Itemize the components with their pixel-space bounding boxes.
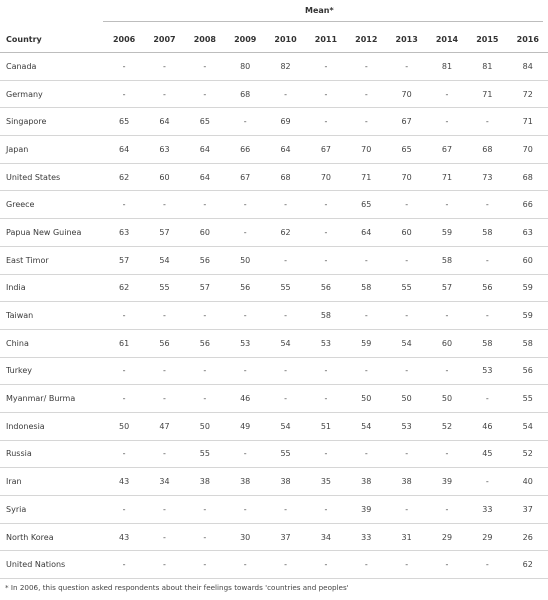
mean-value-cell: 52 <box>427 412 467 440</box>
country-cell: East Timor <box>0 246 104 274</box>
country-cell: India <box>0 274 104 302</box>
year-column-header: 2012 <box>346 26 386 53</box>
mean-value-cell: 57 <box>427 274 467 302</box>
mean-value-cell: 65 <box>185 108 225 136</box>
mean-value-cell: 81 <box>467 53 507 81</box>
mean-value-cell: 50 <box>185 412 225 440</box>
mean-value-cell: - <box>225 496 265 524</box>
mean-value-cell: 68 <box>508 163 548 191</box>
mean-value-cell: - <box>346 302 386 330</box>
mean-value-cell: 50 <box>386 385 426 413</box>
mean-value-cell: - <box>346 357 386 385</box>
mean-value-cell: - <box>306 108 346 136</box>
country-cell: Japan <box>0 136 104 164</box>
mean-value-cell: - <box>386 357 426 385</box>
mean-value-cell: 56 <box>225 274 265 302</box>
mean-value-cell: - <box>144 523 184 551</box>
mean-value-cell: - <box>185 357 225 385</box>
mean-value-cell: - <box>386 53 426 81</box>
mean-value-cell: 58 <box>508 329 548 357</box>
mean-value-cell: - <box>225 219 265 247</box>
mean-value-cell: - <box>185 385 225 413</box>
mean-value-cell: - <box>427 551 467 579</box>
mean-value-cell: 29 <box>467 523 507 551</box>
mean-value-cell: - <box>144 385 184 413</box>
mean-value-cell: 46 <box>467 412 507 440</box>
mean-value-cell: 58 <box>346 274 386 302</box>
mean-value-cell: - <box>306 53 346 81</box>
mean-value-cell: - <box>427 357 467 385</box>
mean-value-cell: 56 <box>306 274 346 302</box>
mean-value-cell: - <box>265 191 305 219</box>
mean-value-cell: - <box>386 551 426 579</box>
mean-value-cell: - <box>104 302 144 330</box>
mean-value-cell: 45 <box>467 440 507 468</box>
mean-value-cell: - <box>346 246 386 274</box>
mean-value-cell: 29 <box>427 523 467 551</box>
mean-value-cell: 54 <box>265 412 305 440</box>
mean-value-cell: 65 <box>346 191 386 219</box>
table-row <box>0 80 548 108</box>
mean-value-cell: 38 <box>265 468 305 496</box>
mean-value-cell: 33 <box>346 523 386 551</box>
mean-value-cell: - <box>427 191 467 219</box>
mean-value-cell: 64 <box>265 136 305 164</box>
mean-value-cell: - <box>104 496 144 524</box>
mean-value-cell: - <box>144 80 184 108</box>
mean-value-cell: 55 <box>265 274 305 302</box>
mean-value-cell: 53 <box>386 412 426 440</box>
mean-value-cell: 64 <box>104 136 144 164</box>
mean-value-cell: 58 <box>427 246 467 274</box>
mean-value-cell: 54 <box>265 329 305 357</box>
mean-value-cell: 60 <box>185 219 225 247</box>
mean-value-cell: 54 <box>386 329 426 357</box>
mean-value-cell: 81 <box>427 53 467 81</box>
mean-value-cell: 50 <box>104 412 144 440</box>
mean-value-cell: - <box>467 302 507 330</box>
mean-value-cell: 84 <box>508 53 548 81</box>
mean-value-cell: - <box>104 80 144 108</box>
mean-value-cell: - <box>306 551 346 579</box>
mean-value-cell: 65 <box>104 108 144 136</box>
mean-value-cell: - <box>265 246 305 274</box>
mean-value-cell: 72 <box>508 80 548 108</box>
table-row <box>0 468 548 496</box>
country-cell: Turkey <box>0 357 104 385</box>
mean-value-cell: - <box>306 357 346 385</box>
mean-value-cell: - <box>225 302 265 330</box>
country-cell: Russia <box>0 440 104 468</box>
mean-value-cell: - <box>185 302 225 330</box>
mean-value-cell: - <box>144 191 184 219</box>
mean-value-cell: - <box>467 551 507 579</box>
mean-value-cell: 68 <box>225 80 265 108</box>
mean-value-cell: - <box>427 80 467 108</box>
mean-value-cell: - <box>185 191 225 219</box>
table-row <box>0 191 548 219</box>
mean-value-cell: - <box>467 191 507 219</box>
mean-value-cell: 71 <box>346 163 386 191</box>
mean-value-cell: 69 <box>265 108 305 136</box>
mean-value-cell: - <box>225 551 265 579</box>
mean-value-cell: - <box>185 523 225 551</box>
mean-value-cell: 56 <box>144 329 184 357</box>
table-row <box>0 302 548 330</box>
mean-value-cell: - <box>104 191 144 219</box>
table-row <box>0 385 548 413</box>
mean-value-cell: - <box>306 80 346 108</box>
mean-value-cell: 43 <box>104 523 144 551</box>
mean-value-cell: - <box>306 219 346 247</box>
mean-value-cell: 66 <box>508 191 548 219</box>
year-column-header: 2011 <box>306 26 346 53</box>
mean-value-cell: - <box>144 53 184 81</box>
mean-value-cell: 59 <box>508 302 548 330</box>
mean-value-cell: 80 <box>225 53 265 81</box>
mean-value-cell: 53 <box>467 357 507 385</box>
mean-value-cell: - <box>467 468 507 496</box>
mean-value-cell: 54 <box>144 246 184 274</box>
table-row <box>0 53 548 81</box>
mean-value-cell: - <box>306 385 346 413</box>
mean-value-cell: - <box>306 440 346 468</box>
mean-value-cell: 59 <box>427 219 467 247</box>
mean-value-cell: 54 <box>346 412 386 440</box>
mean-value-cell: 68 <box>467 136 507 164</box>
mean-value-cell: 64 <box>185 163 225 191</box>
mean-value-cell: 53 <box>225 329 265 357</box>
mean-value-cell: - <box>386 246 426 274</box>
country-cell: Iran <box>0 468 104 496</box>
mean-value-cell: - <box>265 302 305 330</box>
mean-value-cell: - <box>427 108 467 136</box>
country-cell: Papua New Guinea <box>0 219 104 247</box>
mean-value-cell: 53 <box>306 329 346 357</box>
country-cell: Taiwan <box>0 302 104 330</box>
mean-value-cell: - <box>104 551 144 579</box>
mean-value-cell: 71 <box>467 80 507 108</box>
footnote: * In 2006, this question asked respondents about their feelings towards 'countries and peoples' <box>5 583 349 592</box>
mean-value-cell: 26 <box>508 523 548 551</box>
table-row <box>0 274 548 302</box>
country-cell: Canada <box>0 53 104 81</box>
mean-value-cell: - <box>306 496 346 524</box>
country-cell: North Korea <box>0 523 104 551</box>
table-row <box>0 246 548 274</box>
mean-value-cell: - <box>467 108 507 136</box>
table-body <box>0 53 548 579</box>
mean-value-cell: - <box>265 80 305 108</box>
mean-value-cell: - <box>225 191 265 219</box>
mean-value-cell: - <box>386 191 426 219</box>
mean-value-cell: 30 <box>225 523 265 551</box>
table-row <box>0 496 548 524</box>
year-column-header: 2014 <box>427 26 467 53</box>
mean-value-cell: 54 <box>508 412 548 440</box>
mean-value-cell: - <box>346 108 386 136</box>
mean-value-cell: 67 <box>225 163 265 191</box>
mean-value-cell: 63 <box>144 136 184 164</box>
mean-value-cell: - <box>467 385 507 413</box>
mean-value-cell: 55 <box>265 440 305 468</box>
mean-value-cell: - <box>265 385 305 413</box>
mean-value-cell: - <box>346 551 386 579</box>
mean-value-cell: - <box>185 53 225 81</box>
mean-value-cell: 64 <box>346 219 386 247</box>
country-cell: United Nations <box>0 551 104 579</box>
country-mean-table <box>0 26 548 579</box>
mean-value-cell: - <box>185 496 225 524</box>
mean-value-cell: 51 <box>306 412 346 440</box>
mean-value-cell: 33 <box>467 496 507 524</box>
country-cell: Greece <box>0 191 104 219</box>
mean-value-cell: 82 <box>265 53 305 81</box>
year-column-header: 2013 <box>386 26 426 53</box>
mean-group-header <box>0 6 548 22</box>
year-column-header: 2016 <box>508 26 548 53</box>
mean-value-cell: 63 <box>104 219 144 247</box>
mean-value-cell: 70 <box>386 163 426 191</box>
table-row <box>0 329 548 357</box>
mean-value-cell: 56 <box>185 329 225 357</box>
mean-value-cell: 38 <box>185 468 225 496</box>
mean-value-cell: 57 <box>144 219 184 247</box>
mean-value-cell: 58 <box>306 302 346 330</box>
mean-value-cell: 58 <box>467 329 507 357</box>
mean-value-cell: - <box>144 357 184 385</box>
mean-value-cell: 38 <box>386 468 426 496</box>
mean-value-cell: 52 <box>508 440 548 468</box>
mean-value-cell: 62 <box>104 274 144 302</box>
year-column-header: 2015 <box>467 26 507 53</box>
mean-value-cell: - <box>104 53 144 81</box>
mean-value-cell: - <box>104 357 144 385</box>
country-cell: Singapore <box>0 108 104 136</box>
mean-value-cell: 35 <box>306 468 346 496</box>
table-row <box>0 551 548 579</box>
table-row <box>0 357 548 385</box>
mean-value-cell: 57 <box>185 274 225 302</box>
mean-value-cell: - <box>104 385 144 413</box>
mean-value-cell: 70 <box>508 136 548 164</box>
mean-value-cell: 39 <box>346 496 386 524</box>
mean-value-cell: - <box>346 80 386 108</box>
mean-value-cell: 49 <box>225 412 265 440</box>
mean-value-cell: 56 <box>467 274 507 302</box>
mean-label: Mean* <box>305 6 334 15</box>
mean-value-cell: 64 <box>185 136 225 164</box>
mean-value-cell: 38 <box>346 468 386 496</box>
table-row <box>0 163 548 191</box>
mean-value-cell: 70 <box>346 136 386 164</box>
mean-value-cell: - <box>225 108 265 136</box>
country-cell: Germany <box>0 80 104 108</box>
mean-value-cell: 66 <box>225 136 265 164</box>
header-row <box>0 26 548 53</box>
mean-value-cell: 55 <box>386 274 426 302</box>
mean-value-cell: 50 <box>346 385 386 413</box>
mean-value-cell: 62 <box>508 551 548 579</box>
country-cell: United States <box>0 163 104 191</box>
mean-value-cell: 70 <box>386 80 426 108</box>
mean-value-cell: 71 <box>427 163 467 191</box>
mean-value-cell: - <box>386 302 426 330</box>
mean-value-cell: 59 <box>346 329 386 357</box>
year-column-header: 2009 <box>225 26 265 53</box>
country-cell: Myanmar/ Burma <box>0 385 104 413</box>
mean-value-cell: 31 <box>386 523 426 551</box>
mean-value-cell: - <box>265 496 305 524</box>
mean-value-cell: - <box>346 440 386 468</box>
mean-value-cell: 60 <box>144 163 184 191</box>
mean-value-cell: 60 <box>427 329 467 357</box>
mean-value-cell: - <box>346 53 386 81</box>
year-column-header: 2008 <box>185 26 225 53</box>
mean-value-cell: 34 <box>306 523 346 551</box>
mean-value-cell: - <box>104 440 144 468</box>
mean-value-cell: - <box>386 496 426 524</box>
mean-value-cell: 63 <box>508 219 548 247</box>
mean-value-cell: 65 <box>386 136 426 164</box>
mean-value-cell: 67 <box>386 108 426 136</box>
mean-value-cell: 40 <box>508 468 548 496</box>
mean-value-cell: 50 <box>427 385 467 413</box>
mean-value-cell: - <box>225 357 265 385</box>
mean-value-cell: - <box>185 80 225 108</box>
mean-value-cell: 56 <box>508 357 548 385</box>
mean-value-cell: 34 <box>144 468 184 496</box>
mean-value-cell: 68 <box>265 163 305 191</box>
mean-value-cell: - <box>225 440 265 468</box>
mean-value-cell: - <box>306 191 346 219</box>
mean-value-cell: - <box>265 551 305 579</box>
mean-value-cell: 58 <box>467 219 507 247</box>
mean-value-cell: 70 <box>306 163 346 191</box>
mean-value-cell: 57 <box>104 246 144 274</box>
mean-value-cell: - <box>185 551 225 579</box>
mean-value-cell: - <box>427 302 467 330</box>
mean-value-cell: - <box>427 496 467 524</box>
year-column-header: 2006 <box>104 26 144 53</box>
mean-value-cell: 62 <box>265 219 305 247</box>
table-row <box>0 440 548 468</box>
mean-value-cell: 64 <box>144 108 184 136</box>
mean-value-cell: 55 <box>508 385 548 413</box>
mean-value-cell: - <box>386 440 426 468</box>
mean-value-cell: 37 <box>508 496 548 524</box>
mean-value-cell: 60 <box>508 246 548 274</box>
mean-value-cell: - <box>144 440 184 468</box>
mean-value-cell: 50 <box>225 246 265 274</box>
mean-value-cell: - <box>265 357 305 385</box>
table-row <box>0 412 548 440</box>
mean-value-cell: 37 <box>265 523 305 551</box>
mean-value-cell: 56 <box>185 246 225 274</box>
mean-value-cell: 55 <box>144 274 184 302</box>
mean-value-cell: 67 <box>427 136 467 164</box>
year-column-header: 2007 <box>144 26 184 53</box>
mean-value-cell: 55 <box>185 440 225 468</box>
mean-value-cell: 43 <box>104 468 144 496</box>
mean-value-cell: - <box>306 246 346 274</box>
mean-value-cell: 59 <box>508 274 548 302</box>
mean-value-cell: - <box>467 246 507 274</box>
mean-value-cell: 38 <box>225 468 265 496</box>
year-column-header: 2010 <box>265 26 305 53</box>
table-row <box>0 136 548 164</box>
mean-value-cell: - <box>144 496 184 524</box>
mean-value-cell: 71 <box>508 108 548 136</box>
country-cell: Syria <box>0 496 104 524</box>
country-cell: Indonesia <box>0 412 104 440</box>
mean-value-cell: - <box>427 440 467 468</box>
mean-value-cell: 47 <box>144 412 184 440</box>
mean-value-cell: 73 <box>467 163 507 191</box>
mean-value-cell: 60 <box>386 219 426 247</box>
table-row <box>0 219 548 247</box>
mean-value-cell: 46 <box>225 385 265 413</box>
mean-value-cell: - <box>144 551 184 579</box>
mean-value-cell: 62 <box>104 163 144 191</box>
mean-value-cell: 61 <box>104 329 144 357</box>
mean-header-rule <box>103 21 543 22</box>
mean-value-cell: 67 <box>306 136 346 164</box>
country-column-header: Country <box>0 26 104 53</box>
mean-value-cell: 39 <box>427 468 467 496</box>
mean-value-cell: - <box>144 302 184 330</box>
table-row <box>0 523 548 551</box>
country-cell: China <box>0 329 104 357</box>
table-row <box>0 108 548 136</box>
